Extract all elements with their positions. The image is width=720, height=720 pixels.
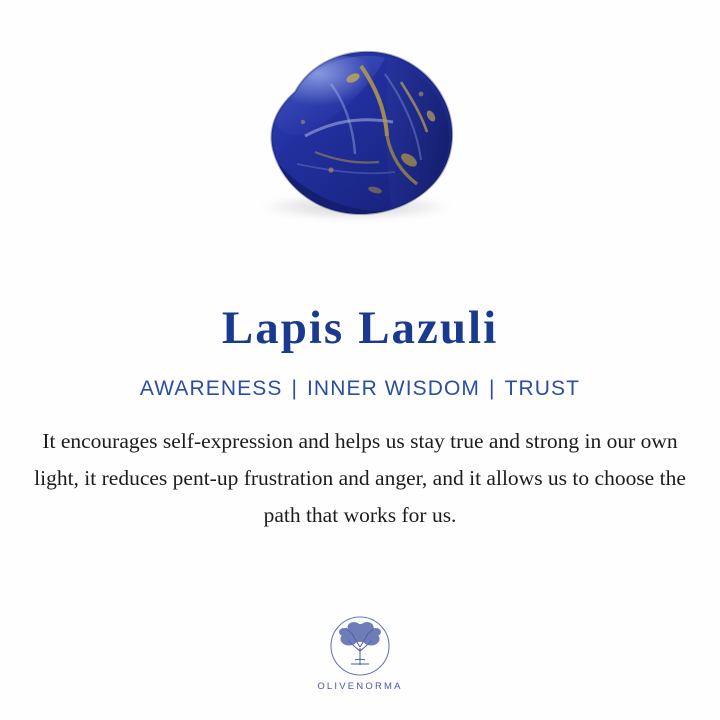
- description-text: It encourages self-expression and helps us stay true and strong in our own light, it reduces pent-up frustration and anger, and it allows us to choose the path that works for us.: [34, 429, 686, 528]
- keyword-separator: |: [291, 377, 298, 401]
- stone-image-area: [0, 0, 720, 278]
- keyword-trust: TRUST: [504, 377, 581, 401]
- keyword-inner-wisdom: INNER WISDOM: [307, 377, 481, 401]
- brand-logo: [0, 615, 720, 692]
- tree-of-life-icon: [329, 615, 391, 677]
- lapis-lazuli-stone-icon: [235, 44, 485, 234]
- title-word-two: Lazuli: [358, 302, 499, 354]
- keyword-list: [140, 377, 580, 401]
- page-title: [222, 304, 498, 353]
- stone-image: [235, 44, 485, 234]
- brand-name: OLIVENORMA: [317, 681, 403, 692]
- keyword-awareness: AWARENESS: [139, 377, 283, 401]
- keyword-separator: |: [489, 377, 496, 401]
- title-word-one: Lapis: [221, 302, 345, 354]
